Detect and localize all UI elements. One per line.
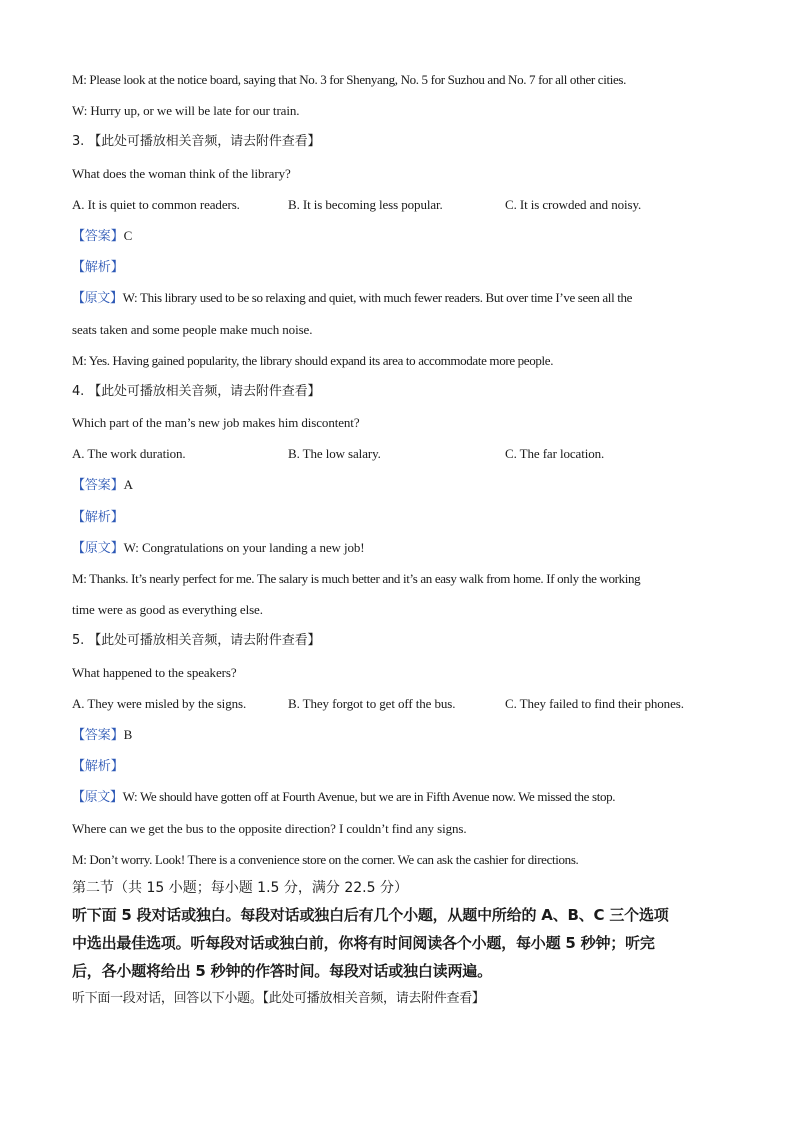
original-line (72, 781, 732, 812)
section-2-instructions: 听下面 5 段对话或独白。每段对话或独白后有几个小题，从题中所给的 A、B、C 三个选项 (72, 905, 669, 924)
dialogue-line: W: Hurry up, or we will be late for our train. (72, 103, 300, 119)
analysis-tag: 【解析】 (72, 260, 124, 276)
dialogue-line: M: Please look at the notice board, saying that No. 3 for Shenyang, No. 5 for Suzhou and No. 7 for all other cities. (72, 72, 627, 87)
section-2-title: 第二节（共 15 小题；每小题 1.5 分，满分 22.5 分） (72, 879, 408, 896)
answer-tag: 【答案】 (72, 727, 124, 743)
analysis-tag: 【解析】 (72, 759, 124, 775)
question-3-heading[interactable]: 3. 【此处可播放相关音频，请去附件查看】 (72, 134, 321, 150)
original-text: W: Congratulations on your landing a new job! (123, 539, 365, 555)
section-2-lead[interactable]: 听下面一段对话，回答以下小题。【此处可播放相关音频，请去附件查看】 (72, 990, 485, 1006)
option-c: C. It is crowded and noisy. (505, 196, 642, 212)
section-2-instructions: 中选出最佳选项。听每段对话或独白前，你将有时间阅读各个小题，每小题 5 秒钟；听完 (72, 933, 655, 952)
original-line (72, 532, 732, 563)
question-5-options (72, 688, 732, 719)
analysis-tag: 【解析】 (72, 509, 124, 525)
answer-tag: 【答案】 (72, 478, 124, 494)
analysis-line (72, 501, 732, 532)
answer-value: C (123, 227, 133, 243)
original-line: Where can we get the bus to the opposite direction? I couldn’t find any signs. (72, 820, 467, 836)
analysis-line (72, 750, 732, 781)
original-tag: 【原文】 (72, 790, 123, 806)
analysis-line (72, 251, 732, 282)
question-4-heading[interactable]: 4. 【此处可播放相关音频，请去附件查看】 (72, 383, 321, 399)
answer-line (72, 719, 732, 750)
option-b: B. It is becoming less popular. (288, 196, 443, 212)
original-line: seats taken and some people make much noise. (72, 321, 313, 337)
section-2-instructions: 后，各小题将给出 5 秒钟的作答时间。每段对话或独白读两遍。 (72, 961, 492, 980)
question-4-options (72, 438, 732, 469)
question-5-heading[interactable]: 5. 【此处可播放相关音频，请去附件查看】 (72, 633, 321, 649)
original-text: W: We should have gotten off at Fourth Avenue, but we are in Fifth Avenue now. We missed the stop. (122, 789, 616, 805)
original-line: M: Don’t worry. Look! There is a convenience store on the corner. We can ask the cashier for directions. (72, 851, 579, 867)
question-5-text: What happened to the speakers? (72, 664, 237, 680)
option-a: A. The work duration. (72, 446, 186, 462)
original-line: M: Thanks. It’s nearly perfect for me. The salary is much better and it’s an easy walk from home. If only the working (72, 571, 641, 586)
option-b: B. They forgot to get off the bus. (288, 695, 456, 711)
answer-line (72, 469, 732, 500)
answer-tag: 【答案】 (72, 228, 124, 244)
option-a: A. It is quiet to common readers. (72, 196, 240, 212)
original-tag: 【原文】 (72, 291, 123, 307)
original-line: time were as good as everything else. (72, 602, 263, 618)
document-page (72, 64, 732, 1013)
option-a: A. They were misled by the signs. (72, 695, 247, 711)
original-tag: 【原文】 (72, 540, 124, 556)
answer-value: B (123, 726, 133, 742)
option-c: C. They failed to find their phones. (505, 695, 684, 711)
option-c: C. The far location. (505, 446, 605, 462)
answer-value: A (123, 477, 133, 493)
answer-line (72, 220, 732, 251)
original-line (72, 282, 732, 313)
original-line: M: Yes. Having gained popularity, the library should expand its area to accommodate more people. (72, 352, 554, 368)
question-3-text: What does the woman think of the library? (72, 165, 291, 181)
question-3-options (72, 189, 732, 220)
option-b: B. The low salary. (288, 446, 381, 462)
original-text: W: This library used to be so relaxing and quiet, with much fewer readers. But over time I’ve seen all the (122, 290, 633, 306)
question-4-text: Which part of the man’s new job makes him discontent? (72, 415, 360, 431)
